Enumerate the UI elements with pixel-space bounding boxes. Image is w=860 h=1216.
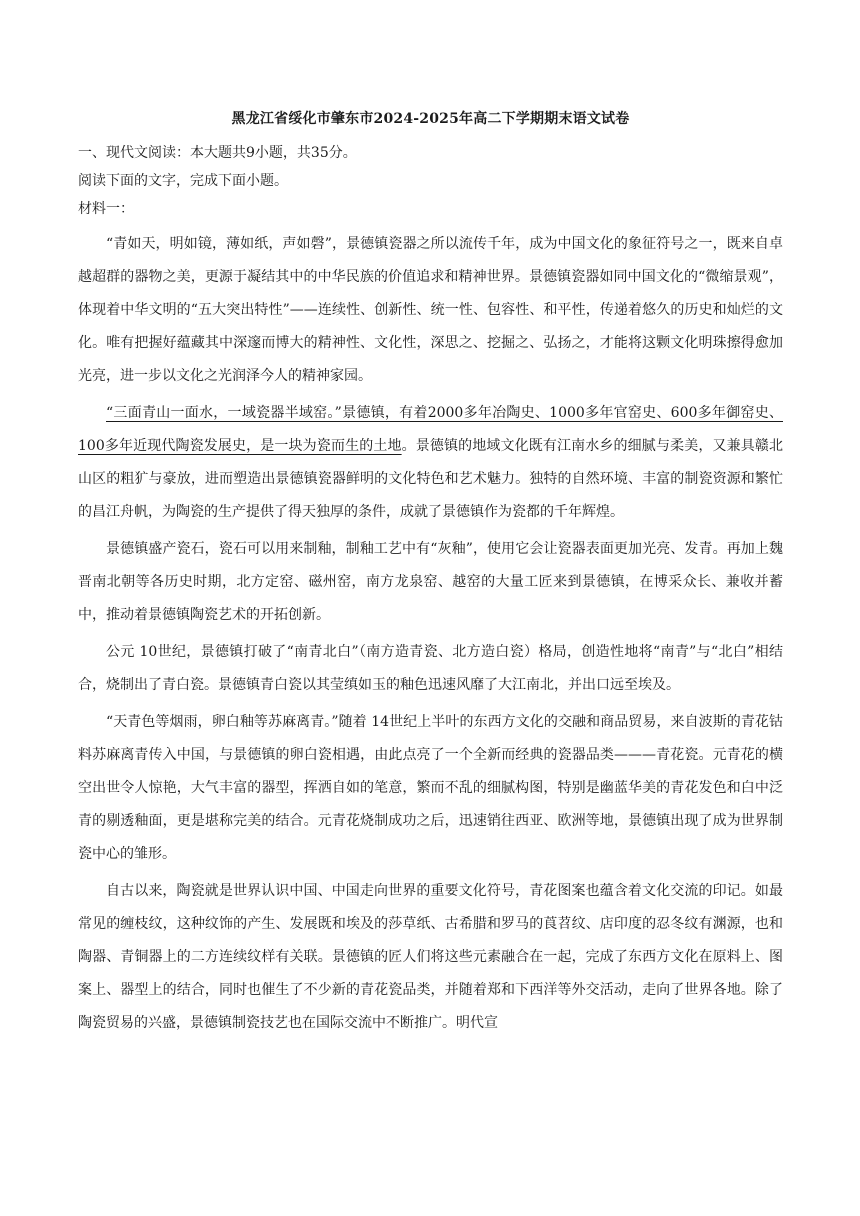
paragraph-5	[78, 706, 783, 871]
section-heading: 一、现代文阅读：本大题共9小题，共35分。	[78, 145, 357, 161]
paragraph-text: “青如天，明如镜，薄如纸，声如磬”，景德镇瓷器之所以流传千年，成为中国文化的象征符号之一，既来自卓越超群的器物之美，更源于凝结其中的中华民族的价值追求和精神世界。景德镇瓷器如同中国文化的“微缩景观”，体现着中华文明的“五大突出特性”——连续性、创新性、统一性、包容性、和平性，传递着悠久的历史和灿烂的文化。唯有把握好蕴藏其中深邃而博大的精神性、文化性，深思之、挖掘之、弘扬之，才能将这颗文化明珠擦得愈加光亮，进一步以文化之光润泽今人的精神家园。	[78, 236, 783, 384]
paragraph-4	[78, 636, 783, 702]
material-label: 材料一：	[78, 201, 134, 217]
paragraph-text: “天青色等烟雨，卵白釉等苏麻离青。”随着 14世纪上半叶的东西方文化的交融和商品贸易，来自波斯的青花钴料苏麻离青传入中国，与景德镇的卵白瓷相遇，由此点亮了一个全新而经典的瓷器品类———青花瓷。元青花的横空出世令人惊艳，大气丰富的器型，挥洒自如的笔意，繁而不乱的细腻构图，特别是幽蓝华美的青花发色和白中泛青的剔透釉面，更是堪称完美的结合。元青花烧制成功之后，迅速销往西亚、欧洲等地，景德镇出现了成为世界制瓷中心的雏形。	[78, 714, 783, 862]
paragraph-6	[78, 875, 783, 1040]
reading-instruction: 阅读下面的文字，完成下面小题。	[78, 173, 288, 189]
paragraph-text: 公元 10世纪，景德镇打破了“南青北白”（南方造青瓷、北方造白瓷）格局，创造性地将“南青”与“北白”相结合，烧制出了青白瓷。景德镇青白瓷以其莹缜如玉的釉色迅速风靡了大江南北，并出口远至埃及。	[78, 644, 783, 693]
paragraph-1	[78, 228, 783, 393]
paragraph-text: 景德镇盛产瓷石，瓷石可以用来制釉，制釉工艺中有“灰釉”，使用它会让瓷器表面更加光亮、发青。再加上魏晋南北朝等各历史时期，北方定窑、磁州窑，南方龙泉窑、越窑的大量工匠来到景德镇，在博采众长、兼收并蓄中，推动着景德镇陶瓷艺术的开拓创新。	[78, 541, 783, 623]
document-content	[78, 105, 783, 1044]
document-title: 黑龙江省绥化市肇东市2024-2025年高二下学期期末语文试卷	[231, 111, 630, 127]
paragraph-text: 自古以来，陶瓷就是世界认识中国、中国走向世界的重要文化符号，青花图案也蕴含着文化交流的印记。如最常见的缠枝纹，这种纹饰的产生、发展既和埃及的莎草纸、古希腊和罗马的莨苕纹、店印度的忍冬纹有渊源，也和陶器、青铜器上的二方连续纹样有关联。景德镇的匠人们将这些元素融合在一起，完成了东西方文化在原料上、图案上、器型上的结合，同时也催生了不少新的青花瓷品类，并随着郑和下西洋等外交活动，走向了世界各地。除了陶瓷贸易的兴盛，景德镇制瓷技艺也在国际交流中不断推广。明代宣	[78, 883, 783, 1031]
underlined-passage: “三面青山一面水，一域瓷器半域窑。”景德镇，有着2000多年冶陶史、1000多年官窑史、600多年御窑史、100多年近现代陶瓷发展史，是一块为瓷而生的土地	[78, 405, 783, 454]
paragraph-2	[78, 397, 783, 529]
paragraph-3	[78, 533, 783, 632]
paragraph-text: 。景德镇的地域文化既有江南水乡的细腻与柔美，又兼具赣北山区的粗犷与豪放，进而塑造出景德镇瓷器鲜明的文化特色和艺术魅力。独特的自然环境、丰富的制瓷资源和繁忙的昌江舟帆，为陶瓷的生产提供了得天独厚的条件，成就了景德镇作为瓷都的千年辉煌。	[78, 438, 783, 520]
